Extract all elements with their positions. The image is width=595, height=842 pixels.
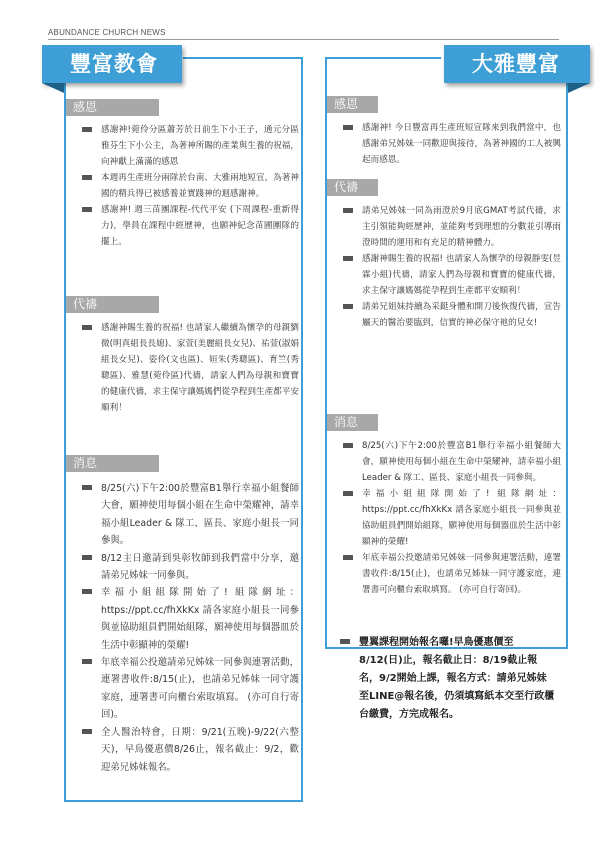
list-item: 幸福小組組隊開始了! 組隊網址：https://ppt.cc/fhXkKx 請各家庭小組長一同參與並協助組員們開始組隊，願神使用每個器皿於生活中彰顯神的榮耀! bbox=[343, 486, 561, 550]
right-thanks-list bbox=[343, 120, 561, 168]
bullet-icon bbox=[82, 555, 92, 560]
right-banner-title: 大雅豐富 bbox=[444, 45, 590, 83]
bullet-icon bbox=[82, 589, 92, 594]
bullet-icon bbox=[82, 485, 92, 490]
bullet-icon bbox=[343, 208, 353, 213]
list-item: 感謝神賜生養的祝福! 也請家人繼續為懷孕的母親劉微(明真組長長媳)、家萱(美麗組長女兒)、祐萱(淑娟組長女兒)、姿伶(文也區)、姮朱(秀聰區)、育竺(秀聰區)、雅慧(菀伶區)代禱，請家人們為母親和寶寶的健康代禱，求主保守讓媽媽們從孕程到生產都平安順利！ bbox=[82, 320, 299, 416]
left-prayer-list bbox=[82, 320, 299, 416]
list-item: 8/25(六)下午2:00於豐富B1舉行幸福小組餐師大會，願神使用每個小組在生命中榮耀神，請幸福小組Leader & 隊工、區長、家庭小組長一同參與。 bbox=[343, 438, 561, 486]
bullet-icon bbox=[82, 729, 92, 734]
list-item: 請弟兄姊妹一同為雨澄於9月底GMAT考試代禱，求主引領能夠經歷神，並能夠考到理想的分數並引導雨澄時間的運用和有充足的精神體力。 bbox=[343, 203, 561, 251]
left-news-list bbox=[82, 480, 299, 776]
bullet-icon bbox=[343, 443, 353, 448]
list-item: 感謝神! 今日豐富再生產班短宣隊來到我們當中，也感謝弟兄姊妹一同歡迎與接待，為著神國的工人被興起而感恩。 bbox=[343, 120, 561, 168]
header-divider bbox=[48, 39, 559, 40]
bullet-icon bbox=[82, 127, 92, 132]
list-item: 本週再生產班分兩隊於台南、大雅兩地短宣，為著神國的精兵得已被感養並實踐神的迴感謝神。 bbox=[82, 170, 299, 202]
right-news-list bbox=[343, 438, 561, 598]
list-item: 全人醫治特會，日期：9/21(五晚)-9/22(六整天)，早鳥優惠價8/26止，報名截止：9/2，歡迎弟兄姊妹報名。 bbox=[82, 724, 299, 776]
right-section-news-title: 消息 bbox=[327, 414, 378, 431]
right-column bbox=[325, 45, 568, 649]
left-column bbox=[64, 45, 303, 802]
left-banner-title: 豐富教會 bbox=[42, 45, 182, 83]
bullet-icon bbox=[343, 256, 353, 261]
left-thanks-list bbox=[82, 122, 299, 250]
list-item: 感謝神賜生養的祝福! 也請家人為懷孕的母親靜雯(昱霖小組)代禱，請家人們為母親和寶寶的健康代禱，求主保守讓媽媽從孕程到生產都平安順利！ bbox=[343, 251, 561, 299]
right-section-thanks-title: 感恩 bbox=[327, 96, 378, 113]
list-item: 年底幸福公投邀請弟兄姊妹一同參與連署活動，連署書收件:8/15(止)，也請弟兄姊妹一同守護家庭，連署書可向櫃台索取填寫。 (亦可自行寄回)。 bbox=[343, 550, 561, 598]
bullet-icon bbox=[82, 175, 92, 180]
right-section-prayer-title: 代禱 bbox=[327, 179, 378, 196]
course-announcement-text: 豐翼課程開始報名囉!早鳥優惠價至8/12(日)止，報名截止日：8/19截止報名，9/2開始上課，報名方式：請弟兄姊妹至LINE@報名後，仍須填寫紙本交至行政櫃台繳費，方完成報名。 bbox=[359, 637, 555, 720]
list-item: 8/25(六)下午2:00於豐富B1舉行幸福小組餐師大會，願神使用每個小組在生命中榮耀神，請幸福小組Leader & 隊工、區長、家庭小組長一同參與。 bbox=[82, 480, 299, 550]
bullet-icon bbox=[343, 125, 353, 130]
left-banner-fold bbox=[42, 83, 64, 93]
course-announcement bbox=[340, 634, 555, 724]
bullet-icon bbox=[340, 639, 350, 644]
bullet-icon bbox=[343, 555, 353, 560]
right-prayer-list bbox=[343, 203, 561, 331]
list-item: 年底幸福公投邀請弟兄姊妹一同參與連署活動，連署書收件:8/15(止)，也請弟兄姊妹一同守護家庭，連署書可向櫃台索取填寫。 (亦可自行寄回)。 bbox=[82, 654, 299, 724]
left-section-news-title: 消息 bbox=[66, 455, 159, 472]
list-item: 請弟兄姐妹持續為采鋌身體和開刀後恢復代禱，宣告屬天的醫治要臨到，信實的神必保守祂的兒女! bbox=[343, 299, 561, 331]
bullet-icon bbox=[82, 659, 92, 664]
newsletter-header: ABUNDANCE CHURCH NEWS bbox=[48, 28, 166, 37]
left-section-thanks-title: 感恩 bbox=[66, 99, 159, 116]
list-item: 感謝神!菀伶分區蕭芳於日前生下小王子，通元分區雅芬生下小公主，為著神所賜的產業與生養的祝福，向神獻上滿滿的感恩 bbox=[82, 122, 299, 170]
list-item: 幸福小組組隊開始了! 組隊網址：https://ppt.cc/fhXkKx 請各家庭小組長一同參與並協助組員們開始組隊，願神使用每個器皿於生活中彰顯神的榮耀! bbox=[82, 584, 299, 654]
bullet-icon bbox=[82, 207, 92, 212]
bullet-icon bbox=[343, 304, 353, 309]
bullet-icon bbox=[343, 491, 353, 496]
bullet-icon bbox=[82, 325, 92, 330]
list-item: 感謝神! 週三苗團課程-代代平安 (下周課程-重新得力)，學員在課程中經歷神，也願神紀念苗圃團隊的擺上。 bbox=[82, 202, 299, 250]
right-banner-fold bbox=[568, 83, 590, 93]
list-item: 8/12主日邀請到吳彰牧師到我們當中分享，邀請弟兄姊妹一同參與。 bbox=[82, 550, 299, 585]
left-section-prayer-title: 代禱 bbox=[66, 296, 159, 313]
